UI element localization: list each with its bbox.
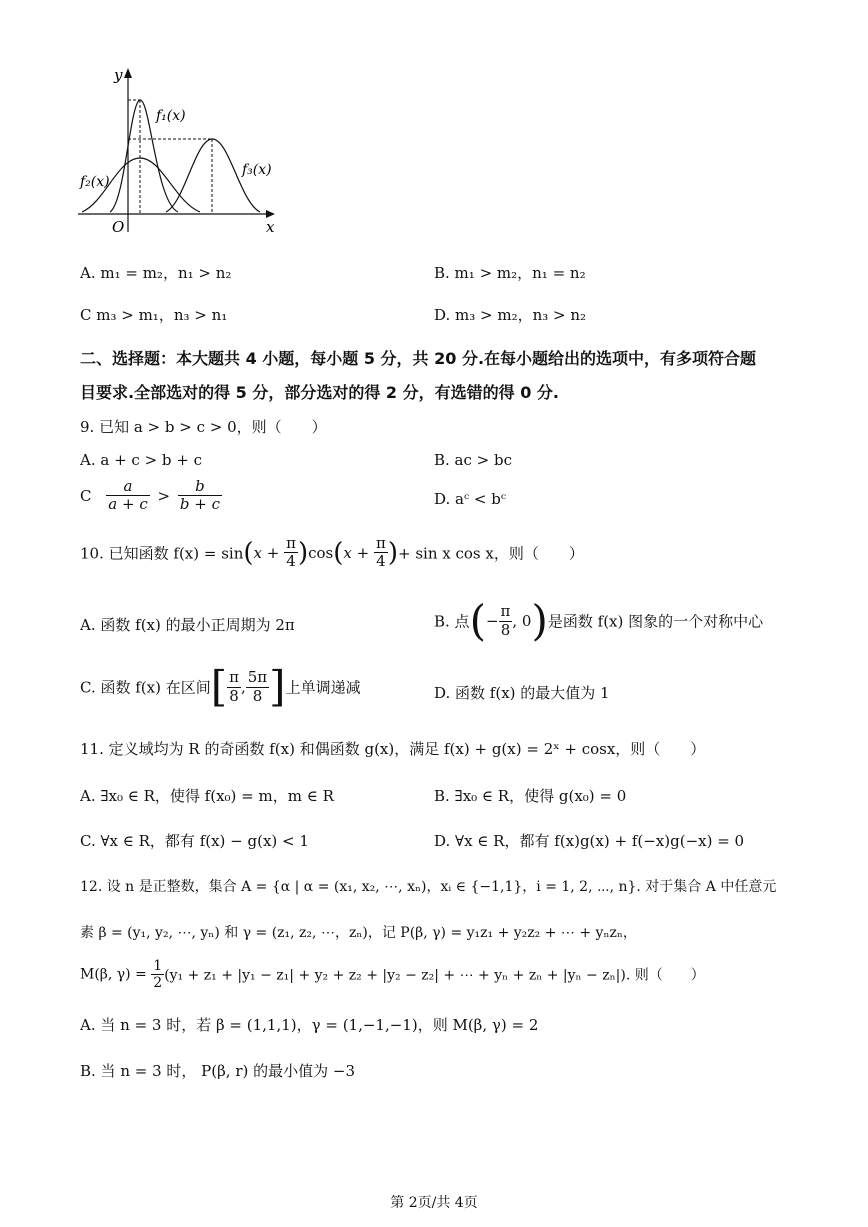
q10-option-a[interactable]: A. 函数 f(x) 的最小正周期为 2π <box>80 616 295 634</box>
q10-x-plus-2: x + <box>343 543 370 562</box>
f1-label: f₁(x) <box>156 108 186 124</box>
q8-option-a[interactable]: A. m₁ = m₂，n₁ > n₂ <box>80 264 232 282</box>
q9-option-a[interactable]: A. a + c > b + c <box>80 451 203 469</box>
page-footer: 第 2页/共 4页 <box>390 1195 478 1211</box>
x-axis-arrow <box>266 210 275 218</box>
q9-stem: 9. 已知 a > b > c > 0，则（ ） <box>80 418 327 436</box>
section-heading-line2: 目要求.全部选对的得 5 分，部分选对的得 2 分，有选错的得 0 分. <box>80 383 559 402</box>
section-heading-line1: 二、选择题：本大题共 4 小题，每小题 5 分，共 20 分.在每小题给出的选项中，有多项符合题 <box>80 349 757 368</box>
q12-m-def: M(β, γ) = <box>80 966 147 983</box>
function-graph <box>70 62 290 240</box>
q10-cos: cos <box>308 543 334 562</box>
q8-option-c[interactable]: C m₃ > m₁，n₃ > n₁ <box>80 306 228 324</box>
q10-option-c[interactable]: C. 函数 f(x) 在区间[ $\frac{\pi}{8}$ , $\frac{5\pi}{8}$ ]上单调递减 <box>80 662 361 711</box>
q10-option-b[interactable]: B. 点(− $\frac{\pi}{8}$ , 0)是函数 f(x) 图象的一个对称中心 <box>434 596 764 645</box>
q11-option-d[interactable]: D. ∀x ∈ R，都有 f(x)g(x) + f(−x)g(−x) = 0 <box>434 832 745 850</box>
f3-label: f₃(x) <box>242 162 272 178</box>
q9-option-c[interactable] <box>80 478 222 514</box>
q9-c-label: C <box>80 486 92 505</box>
q9-c-frac1: $\frac{a}{a + c}$ <box>108 477 148 514</box>
q12-line1: 12. 设 n 是正整数，集合 A = {α | α = (x₁, x₂, ⋯, xₙ)，xᵢ ∈ {−1,1}，i = 1, 2, ⋯, n}. 对于集合 A 中任意元 <box>80 879 777 895</box>
y-axis-label: y <box>114 66 123 84</box>
f2-label: f₂(x) <box>80 174 110 190</box>
q12-half: $\frac{1}{2}$ <box>153 958 163 992</box>
q10-b-frac: $\frac{\pi}{8}$ <box>500 602 511 639</box>
q12-line2: 素 β = (y₁, y₂, ⋯, yₙ) 和 γ = (z₁, z₂, ⋯，zₙ)，记 P(β, γ) = y₁z₁ + y₂z₂ + ⋯ + yₙzₙ， <box>80 925 637 941</box>
q10-b-post: 是函数 f(x) 图象的一个对称中心 <box>547 612 764 631</box>
q10-pi-over-4-b: $\frac{\pi}{4}$ <box>376 534 386 571</box>
q10-stem-post: + sin x cos x，则（ ） <box>398 544 584 563</box>
q11-option-b[interactable]: B. ∃x₀ ∈ R，使得 g(x₀) = 0 <box>434 787 627 805</box>
q11-option-c[interactable]: C. ∀x ∈ R，都有 f(x) − g(x) < 1 <box>80 832 309 850</box>
q9-c-gt: > <box>157 486 171 505</box>
x-axis-label: x <box>266 218 275 236</box>
q10-pi-over-4-a: $\frac{\pi}{4}$ <box>286 534 296 571</box>
q10-option-d[interactable]: D. 函数 f(x) 的最大值为 1 <box>434 684 610 702</box>
q10-c-pre: C. 函数 f(x) 在区间 <box>80 678 211 697</box>
q10-b-zero: , 0 <box>512 612 532 630</box>
q9-option-d[interactable]: D. aᶜ < bᶜ <box>434 490 507 508</box>
q10-b-pre: B. 点 <box>434 612 470 631</box>
origin-label: O <box>112 218 125 236</box>
q10-stem: 10. 已知函数 f(x) = sin(x + $\frac{\pi}{4}$ )cos(x + $\frac{\pi}{4}$ )+ sin x cos x，则（ ） <box>80 534 584 571</box>
q11-option-a[interactable]: A. ∃x₀ ∈ R，使得 f(x₀) = m，m ∈ R <box>80 787 334 805</box>
q10-c-frac1: $\frac{\pi}{8}$ <box>229 668 239 705</box>
q8-option-d[interactable]: D. m₃ > m₂，n₃ > n₂ <box>434 306 587 324</box>
q9-c-frac2: $\frac{b}{b + c}$ <box>179 477 220 514</box>
q10-stem-pre: 10. 已知函数 f(x) = sin <box>80 544 244 563</box>
q12-option-b[interactable]: B. 当 n = 3 时， P(β, r) 的最小值为 −3 <box>80 1062 355 1080</box>
q12-option-a[interactable]: A. 当 n = 3 时，若 β = (1,1,1)，γ = (1,−1,−1)，则 M(β, γ) = 2 <box>80 1016 539 1034</box>
q11-stem: 11. 定义域均为 R 的奇函数 f(x) 和偶函数 g(x)，满足 f(x) + g(x) = 2ˣ + cosx，则（ ） <box>80 740 706 758</box>
y-axis-arrow <box>124 68 132 78</box>
q12-m-body: (y₁ + z₁ + |y₁ − z₁| + y₂ + z₂ + |y₂ − z₂| + ⋯ + yₙ + zₙ + |yₙ − zₙ|). 则（ ） <box>164 967 705 984</box>
q10-x-plus-1: x + <box>253 543 280 562</box>
q10-c-post: 上单调递减 <box>285 678 361 697</box>
q9-option-b[interactable]: B. ac > bc <box>434 451 513 469</box>
q12-line3 <box>80 958 705 991</box>
q8-option-b[interactable]: B. m₁ > m₂，n₁ = n₂ <box>434 264 586 282</box>
q10-b-neg: − <box>485 612 499 630</box>
q10-c-frac2: $\frac{5\pi}{8}$ <box>247 668 268 705</box>
